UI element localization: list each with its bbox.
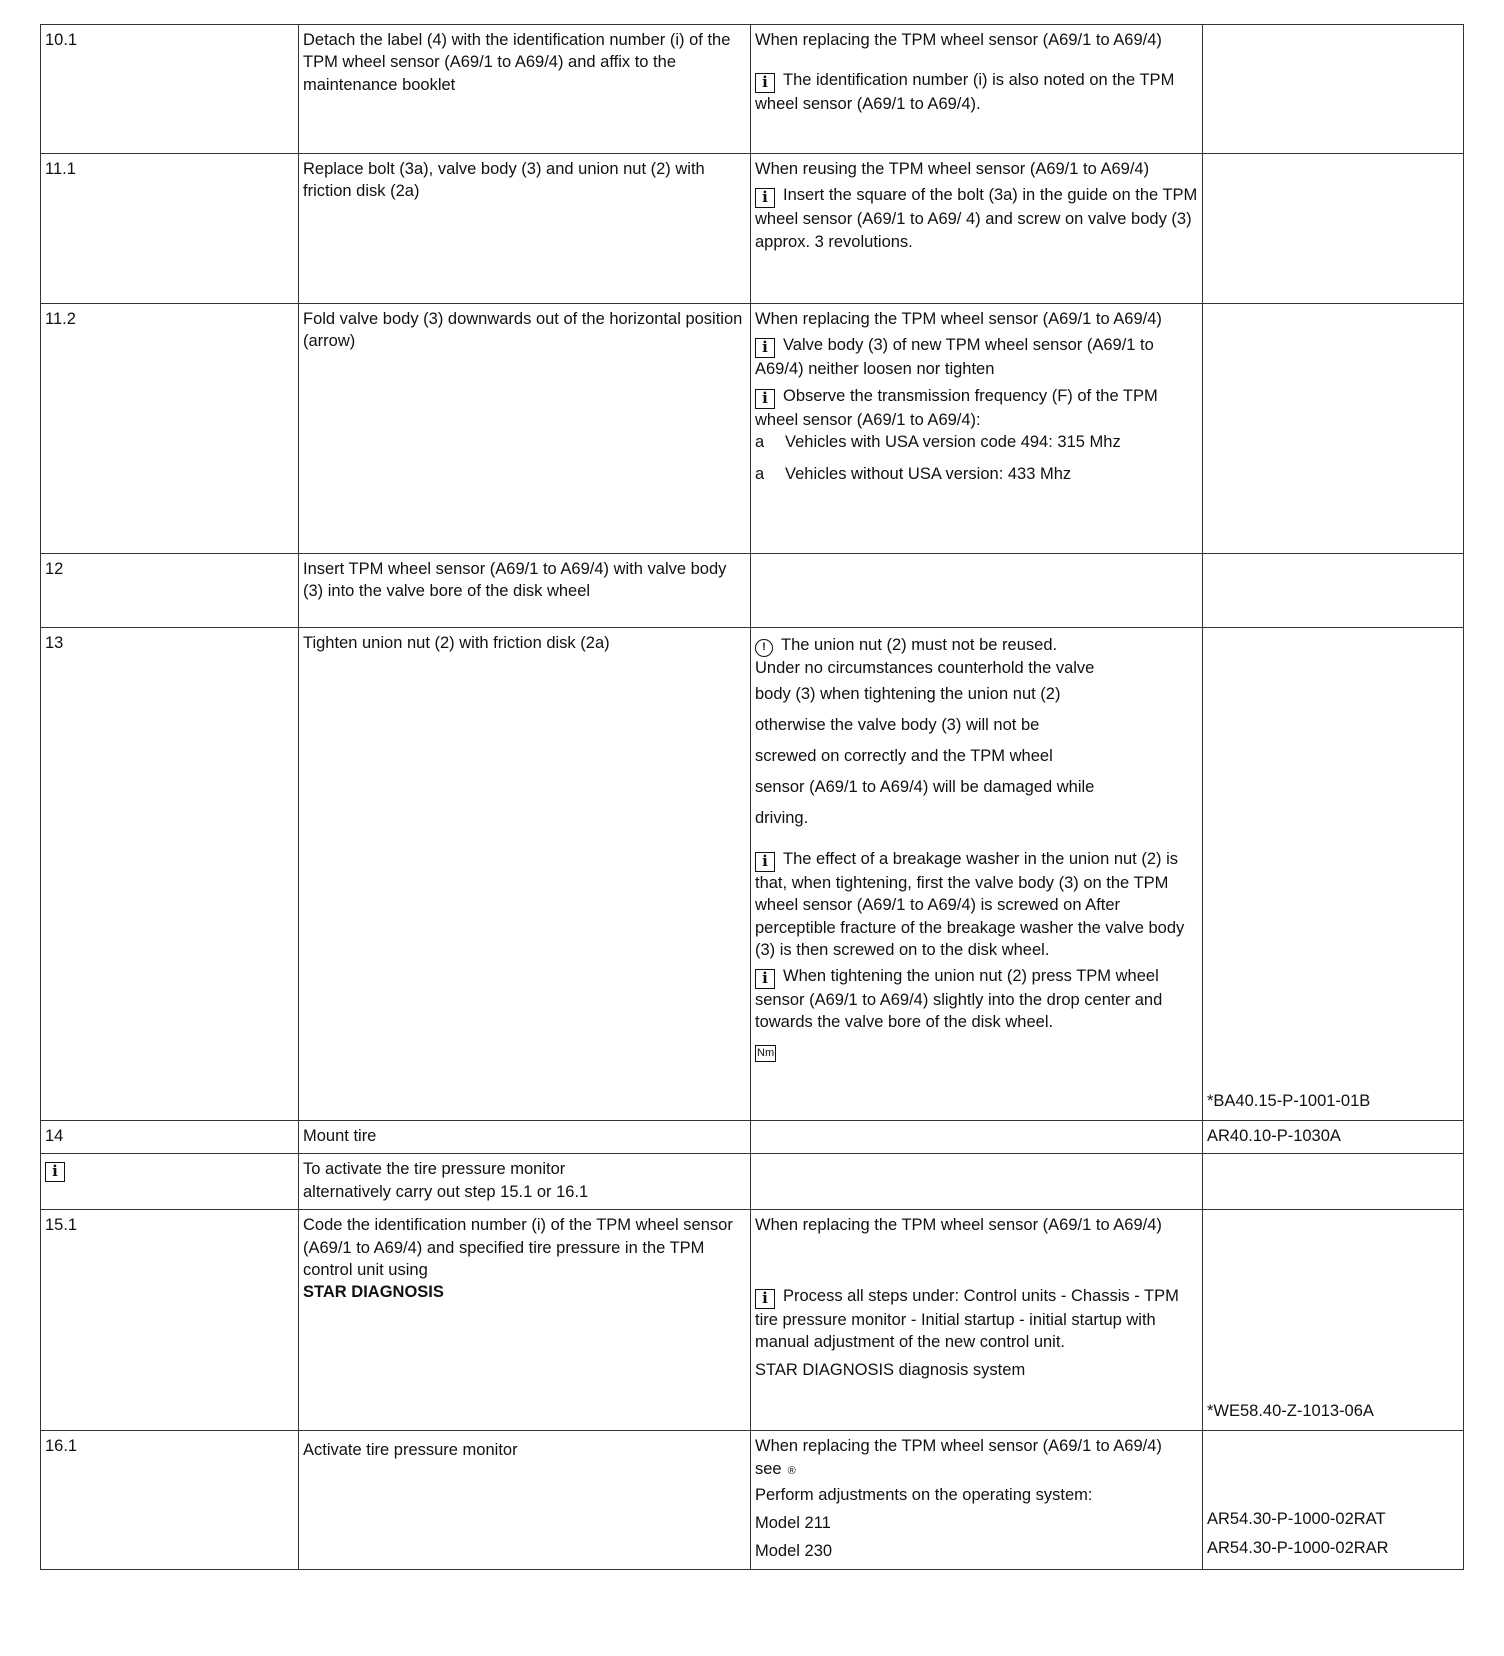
- list-item: a Vehicles without USA version: 433 Mhz: [755, 465, 1072, 484]
- info-note: i Insert the square of the bolt (3a) in the guide on the TPM wheel sensor (A69/1 to A69/ 4) and screw on valve body (3) approx. 3 revolutions.: [755, 186, 1198, 251]
- info-icon: i: [755, 852, 775, 872]
- step-reference: [1203, 25, 1464, 154]
- step-action: Replace bolt (3a), valve body (3) and union nut (2) with friction disk (2a): [299, 154, 751, 304]
- table-row: [41, 1210, 1464, 1431]
- system-text: STAR DIAGNOSIS diagnosis system: [755, 1361, 1026, 1380]
- info-icon: i: [755, 1289, 775, 1309]
- table-row: [41, 1431, 1464, 1570]
- info-icon: i: [755, 969, 775, 989]
- step-number: 12: [41, 554, 299, 628]
- table-row: [41, 1154, 1464, 1210]
- condition-text: When reusing the TPM wheel sensor (A69/1 to A69/4): [755, 160, 1150, 178]
- step-reference: [1203, 1210, 1464, 1431]
- step-notes: [751, 1154, 1203, 1210]
- step-notes: When replacing the TPM wheel sensor (A69/1 to A69/4) see ® Perform adjustments on the operating system: Model 211 Model 230: [751, 1431, 1203, 1570]
- step-number: 13: [41, 628, 299, 1121]
- table-row: [41, 25, 1464, 154]
- step-number: 10.1: [41, 25, 299, 154]
- step-notes: [751, 1121, 1203, 1154]
- warning-note: ! The union nut (2) must not be reused. Under no circumstances counterhold the valve body (3) when tightening the union nut (2) otherwise the valve body (3) will not be screwed on correctly and the TPM wheel sensor (A69/1 to A69/4) will be damaged while driving.: [755, 636, 1095, 827]
- info-note: i Observe the transmission frequency (F) of the TPM wheel sensor (A69/1 to A69/4):: [755, 386, 1158, 429]
- step-reference: [1203, 1154, 1464, 1210]
- procedure-table: [40, 24, 1464, 1570]
- step-action: Activate tire pressure monitor: [299, 1431, 751, 1570]
- step-notes: [751, 304, 1203, 554]
- step-reference: [1203, 628, 1464, 1121]
- info-icon: i: [755, 73, 775, 93]
- info-icon: i: [755, 389, 775, 409]
- warning-icon: !: [755, 639, 773, 657]
- step-action: Detach the label (4) with the identification number (i) of the TPM wheel sensor (A69/1 to A69/4) and affix to the maintenance booklet: [299, 25, 751, 154]
- info-note: i When tightening the union nut (2) press TPM wheel sensor (A69/1 to A69/4) slightly into the drop center and towards the valve bore of the disk wheel.: [755, 967, 1163, 1032]
- reference-link[interactable]: AR54.30-P-1000-02RAT: [1207, 1510, 1386, 1529]
- step-reference: [1203, 1121, 1464, 1154]
- reference-link[interactable]: AR54.30-P-1000-02RAR: [1207, 1538, 1389, 1557]
- step-notes: [751, 554, 1203, 628]
- step-reference: [1203, 304, 1464, 554]
- step-number: 15.1: [41, 1210, 299, 1431]
- step-notes: [751, 154, 1203, 304]
- table-row: [41, 154, 1464, 304]
- nm-icon: Nm: [755, 1045, 776, 1062]
- step-number: 14: [41, 1121, 299, 1154]
- info-note: i The identification number (i) is also noted on the TPM wheel sensor (A69/1 to A69/4).: [755, 71, 1175, 114]
- step-reference: [1203, 154, 1464, 304]
- condition-text: When replacing the TPM wheel sensor (A69/1 to A69/4): [755, 31, 1162, 49]
- table-row: [41, 1121, 1464, 1154]
- reference-link[interactable]: *BA40.15-P-1001-01B: [1207, 1091, 1371, 1110]
- step-action: Mount tire: [299, 1121, 751, 1154]
- info-note: i Process all steps under: Control units - Chassis - TPM tire pressure monitor - Initial startup - initial startup with manual adjustment of the new control unit.: [755, 1286, 1179, 1351]
- info-icon: i: [755, 338, 775, 358]
- model-label: Model 211: [755, 1514, 831, 1533]
- info-icon: i: [45, 1162, 65, 1182]
- reference-link[interactable]: *WE58.40-Z-1013-06A: [1207, 1402, 1374, 1420]
- step-action: Insert TPM wheel sensor (A69/1 to A69/4) with valve body (3) into the valve bore of the disk wheel: [299, 554, 751, 628]
- step-action: Tighten union nut (2) with friction disk (2a): [299, 628, 751, 1121]
- condition-text: When replacing the TPM wheel sensor (A69/1 to A69/4) see ®: [755, 1437, 1162, 1478]
- step-number: 16.1: [41, 1431, 299, 1570]
- step-number: [41, 1154, 299, 1210]
- step-action: Fold valve body (3) downwards out of the horizontal position (arrow): [299, 304, 751, 554]
- info-icon: i: [755, 188, 775, 208]
- step-action: Code the identification number (i) of the TPM wheel sensor (A69/1 to A69/4) and specified tire pressure in the TPM control unit using STAR DIAGNOSIS: [299, 1210, 751, 1431]
- step-number: 11.2: [41, 304, 299, 554]
- step-notes: [751, 1210, 1203, 1431]
- reference-link[interactable]: AR40.10-P-1030A: [1207, 1127, 1341, 1145]
- info-note: i The effect of a breakage washer in the union nut (2) is that, when tightening, first the valve body (3) on the TPM wheel sensor (A69/1 to A69/4) is screwed on After perceptible fracture of the breakage washer the valve body (3) is then screwed on to the disk wheel.: [755, 850, 1185, 959]
- step-reference: [1203, 554, 1464, 628]
- model-label: Model 230: [755, 1542, 833, 1561]
- table-row: [41, 628, 1464, 1121]
- step-number: 11.1: [41, 154, 299, 304]
- info-note: i Valve body (3) of new TPM wheel sensor (A69/1 to A69/4) neither loosen nor tighten: [755, 336, 1154, 379]
- step-reference: [1203, 1431, 1464, 1570]
- table-row: [41, 554, 1464, 628]
- registered-icon: ®: [787, 1464, 796, 1477]
- table-row: [41, 304, 1464, 554]
- list-item: a Vehicles with USA version code 494: 315 Mhz: [755, 432, 1121, 451]
- condition-text: When replacing the TPM wheel sensor (A69/1 to A69/4): [755, 1216, 1162, 1235]
- step-notes: [751, 628, 1203, 1121]
- condition-text: When replacing the TPM wheel sensor (A69/1 to A69/4): [755, 310, 1162, 328]
- step-action: To activate the tire pressure monitor alternatively carry out step 15.1 or 16.1: [299, 1154, 751, 1210]
- step-notes: [751, 25, 1203, 154]
